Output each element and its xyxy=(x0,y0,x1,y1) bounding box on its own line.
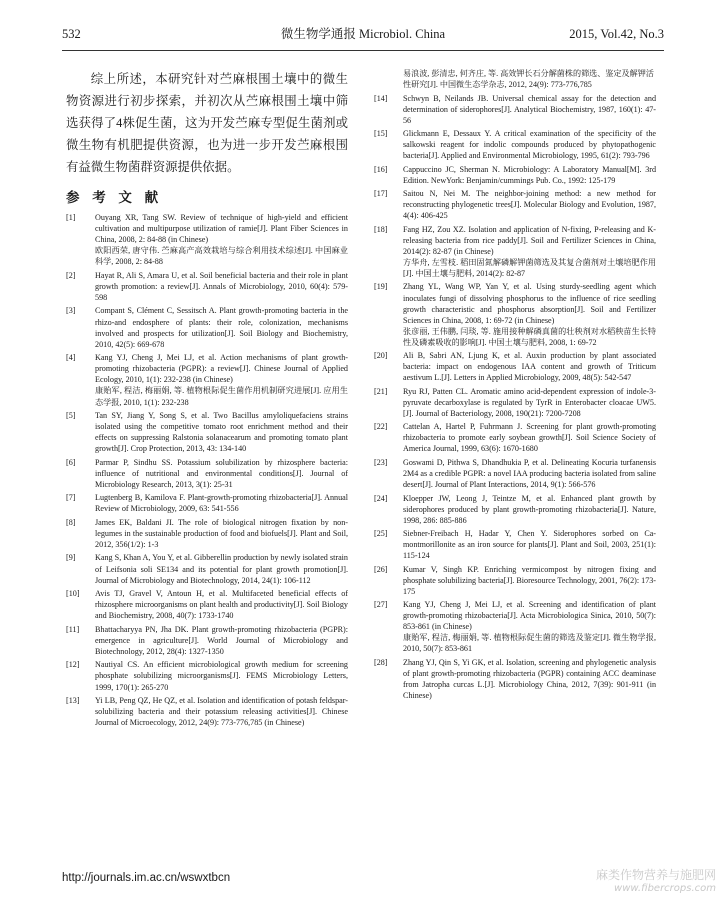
reference-number: [20] xyxy=(374,351,388,361)
reference-number: [26] xyxy=(374,564,388,574)
reference-text: Glickmann E, Dessaux Y. A critical examination of the specificity of the salkowski reagent for indolic compounds produced by phytopathogenic bacteria[J]. Applied and Environmental Microbiology, 1995, 61(2): 793-796 xyxy=(403,129,656,161)
page-number: 532 xyxy=(62,27,81,41)
reference-item xyxy=(374,386,656,419)
reference-item xyxy=(66,659,348,692)
reference-number: [3] xyxy=(66,306,76,316)
reference-list-left xyxy=(66,212,348,728)
reference-number: [17] xyxy=(374,189,388,199)
reference-number: [21] xyxy=(374,386,388,396)
reference-text: Parmar P, Sindhu SS. Potassium solubilization by rhizosphere bacteria: influence of nutritional and environmental conditions[J]. Journal of Microbiology Research, 2013, 3(1): 25-31 xyxy=(95,457,348,489)
reference-chinese-text: 康贻军, 程洁, 梅丽娟, 等. 植物根际促生菌的筛选及鉴定[J]. 微生物学报, 2010, 50(7): 853-861 xyxy=(403,633,656,654)
reference-text: Cattelan A, Hartel P, Fuhrmann J. Screening for plant growth-promoting rhizobacteria to promote early soybean growth[J]. Soil Science Society of America Journal, 1999, 63(6): 1670-1680 xyxy=(403,422,656,454)
reference-text: Zhang YJ, Qin S, Yi GK, et al. Isolation, screening and phylogenetic analysis of plant growth-promoting rhizobacteria (PGPR) containing ACC deaminase from Jatropha curcas L.[J]. Microbiology China, 2012, 7(39): 901-911 (in Chinese) xyxy=(403,657,656,701)
reference-number: [10] xyxy=(66,589,80,599)
reference-item xyxy=(374,224,656,279)
reference-text: Cappuccino JC, Sherman N. Microbiology: A Laboratory Manual[M]. 3rd Edition. NewYork: Benjamin/cummings Pub. Co., 1992: 125-179 xyxy=(403,164,656,185)
reference-number: [1] xyxy=(66,213,76,222)
watermark-url: www.fibercrops.com xyxy=(614,883,716,894)
reference-text: Goswami D, Pithwa S, Dhandhukia P, et al. Delineating Kocuria turfanensis 2M4 as a credible PGPR: a novel IAA producing bacteria isolated from saline desert[J]. Journal of Plant Interactions, 2014, 9(1): 566-576 xyxy=(403,457,656,490)
reference-text: Fang HZ, Zou XZ. Isolation and application of N-fixing, P-releasing and K-releasing bacteria from rice paddy[J]. Soil and Fertilizer Sciences in China, 2014(2): 82-87 (in Chinese) xyxy=(403,224,656,256)
reference-text: Schwyn B, Neilands JB. Universal chemical assay for the detection and determination of siderophores[J]. Analytical Biochemistry, 1987, 160(1): 47-56 xyxy=(403,93,656,125)
reference-text: Nautiyal CS. An efficient microbiological growth medium for screening phosphate solubilizing microorganisms[J]. FEMS Microbiology Letters, 1999, 170(1): 265-270 xyxy=(95,660,348,692)
reference-text: James EK, Baldani JI. The role of biological nitrogen fixation by non-legumes in the sustainable production of food and biofuels[J]. Plant and Soil, 2012, 356(1/2): 1-3 xyxy=(95,517,348,550)
reference-item xyxy=(374,164,656,186)
reference-item xyxy=(374,564,656,597)
reference-text: Zhang YL, Wang WP, Yan Y, et al. Using sturdy-seedling agent which inoculates fungi of dissolving phosphorus to the influence of rice seedling growth characteristic and phosphorus absorption[J]. Soil and Fertilizer Sciences in China, 2008, 1: 69-72 (in Chinese) xyxy=(403,282,656,325)
header-rule xyxy=(62,50,664,51)
reference-text: Kang S, Khan A, You Y, et al. Gibberellin production by newly isolated strain of Leifsonia soli SE134 and its potential for plant growth promotion[J]. Journal of Microbiology and Biotechnology, 2014, 24(1): 106-112 xyxy=(95,553,348,585)
reference-number: [8] xyxy=(66,517,76,527)
reference-text: Lugtenberg B, Kamilova F. Plant-growth-promoting rhizobacteria[J]. Annual Review of Microbiology, 2009, 63: 541-556 xyxy=(95,493,348,514)
right-column xyxy=(374,68,656,704)
volume-info: 2015, Vol.42, No.3 xyxy=(569,27,664,41)
reference-number: [2] xyxy=(66,270,76,280)
reference-number: [22] xyxy=(374,422,388,432)
reference-number: [27] xyxy=(374,600,388,610)
reference-text: Compant S, Clément C, Sessitsch A. Plant growth-promoting bacteria in the rhizo-and endosphere of plants: their role, colonization, mechanisms involved and prospects for utilization[J]. Soil Biology and Biochemistry, 2010, 42(5): 669-678 xyxy=(95,306,348,349)
reference-number: [11] xyxy=(66,624,80,634)
reference-item xyxy=(66,624,348,657)
reference-number: [14] xyxy=(374,93,388,103)
reference-chinese-text: 康贻军, 程洁, 梅丽娟, 等. 植物根际促生菌作用机制研究进展[J]. 应用生态学报, 2010, 1(1): 232-238 xyxy=(95,386,348,407)
reference-text: Hayat R, Ali S, Amara U, et al. Soil beneficial bacteria and their role in plant growth promotion: a review[J]. Annals of Microbiology, 2010, 60(4): 579-598 xyxy=(95,270,348,302)
reference-item xyxy=(66,695,348,728)
reference-item xyxy=(66,305,348,349)
watermark xyxy=(596,868,716,895)
reference-item xyxy=(374,599,656,654)
reference-item xyxy=(66,457,348,490)
conclusion-paragraph: 综上所述，本研究针对苎麻根围土壤中的微生物资源进行初步探索，并初次从苎麻根围土壤中筛选获得了4株促生菌，这为开发苎麻专型促生菌剂或微生物有机肥提供资源，也为进一步开发苎麻根围有益微生物菌群资源提供依据。 xyxy=(66,72,348,174)
reference-text: Kumar V, Singh KP. Enriching vermicompost by nitrogen fixing and phosphate solubilizing bacteria[J]. Bioresource Technology, 2001, 76(2): 173-175 xyxy=(403,564,656,596)
reference-item xyxy=(374,128,656,161)
references-heading: 参 考 文 献 xyxy=(66,190,163,206)
reference-number: [15] xyxy=(374,129,388,139)
reference-item xyxy=(374,457,656,490)
reference-number: [6] xyxy=(66,457,76,467)
journal-name: 微生物学通报 Microbiol. China xyxy=(280,27,446,41)
reference-number: [9] xyxy=(66,553,76,563)
reference-number: [24] xyxy=(374,493,388,503)
page-header xyxy=(62,22,664,46)
reference-item xyxy=(66,517,348,550)
reference-item xyxy=(374,188,656,221)
reference-item xyxy=(374,421,656,454)
reference-item xyxy=(374,657,656,701)
reference-item xyxy=(66,552,348,585)
reference-number: [5] xyxy=(66,410,76,420)
reference-item xyxy=(66,352,348,407)
reference-number: [23] xyxy=(374,457,388,467)
reference-number: [19] xyxy=(374,282,388,292)
reference-text: Siebner-Freibach H, Hadar Y, Chen Y. Siderophores sorbed on Ca-montmorillonite as an iron source for plants[J]. Plant and Soil, 2003, 251(1): 115-124 xyxy=(403,529,656,561)
reference-text: Ouyang XR, Tang SW. Review of technique of high-yield and efficient cultivation and multipurpose utilization of ramie[J]. Plant Fiber Sciences in China, 2008, 2: 84-88 (in Chinese) xyxy=(95,213,348,245)
reference-item xyxy=(66,492,348,514)
reference-item xyxy=(374,528,656,561)
watermark-title: 麻类作物营养与施肥网 xyxy=(595,868,716,882)
reference-number: [16] xyxy=(374,164,388,174)
reference-number: [13] xyxy=(66,695,80,705)
reference-item xyxy=(66,588,348,621)
reference-number: [4] xyxy=(66,353,76,363)
reference-number: [12] xyxy=(66,660,80,670)
reference-number: [7] xyxy=(66,493,76,503)
reference-text: Kang YJ, Cheng J, Mei LJ, et al. Action mechanisms of plant growth-promoting rhizobacteria (PGPR): a review[J]. Chinese Journal of Applied Ecology, 2010, 1(1): 232-238 (in Chinese) xyxy=(95,353,348,385)
reference-text: Tan SY, Jiang Y, Song S, et al. Two Bacillus amyloliquefaciens strains isolated using the competitive tomato root enrichment method and their effects on suppressing Ralstonia solanacearum and promoting tomato plant growth[J]. Crop Protection, 2013, 43: 134-140 xyxy=(95,410,348,454)
reference-text: Kang YJ, Cheng J, Mei LJ, et al. Screening and identification of plant growth-promoting rhizobacteria[J]. Acta Microbiologica Sinica, 2010, 50(7): 853-861 (in Chinese) xyxy=(403,600,656,632)
reference-item xyxy=(374,493,656,526)
reference-item xyxy=(66,212,348,267)
reference-number: [28] xyxy=(374,657,388,667)
left-column xyxy=(66,68,348,731)
footer-url[interactable]: http://journals.im.ac.cn/wswxtbcn xyxy=(62,872,231,884)
reference-text: Yi LB, Peng QZ, He QZ, et al. Isolation and identification of potash feldspar-solubilizing bacteria and their potassium releasing activities[J]. Chinese Journal of Microecology, 2012, 24(9): 773-776,785 (in Chinese) xyxy=(95,695,348,728)
reference-number: [25] xyxy=(374,529,388,539)
reference-chinese-text: 张彦丽, 王伟鹏, 闫琰, 等. 施用接种解磷真菌的壮秧剂对水稻秧苗生长特性及磷素吸收的影响[J]. 中国土壤与肥料, 2008, 1: 69-72 xyxy=(403,326,656,347)
reference-item xyxy=(374,281,656,347)
reference-item xyxy=(374,93,656,126)
reference-list-right xyxy=(374,93,656,702)
reference-item xyxy=(66,410,348,454)
reference-text: Ali B, Sabri AN, Ljung K, et al. Auxin production by plant associated bacteria: impact on endogenous IAA content and growth of Triticum aestivum L.[J]. Letters in Applied Microbiology, 2009, 48(5): 542-547 xyxy=(403,351,656,383)
reference-text: Saitou N, Nei M. The neighbor-joining method: a new method for reconstructing phylogenetic trees[J]. Molecular Biology and Evolution, 1987, 4(4): 406-425 xyxy=(403,189,656,221)
reference-text: Bhattacharyya PN, Jha DK. Plant growth-promoting rhizobacteria (PGPR): emergence in agriculture[J]. World Journal of Microbiology and Biotechnology, 2012, 28(4): 1327-1350 xyxy=(95,624,348,656)
reference-item xyxy=(374,350,656,383)
reference-item xyxy=(66,270,348,303)
reference-number: [18] xyxy=(374,224,388,234)
reference-text: Kloepper JW, Leong J, Teintze M, et al. Enhanced plant growth by siderophores produced by plant growth-promoting rhizobacteria[J]. Nature, 1998, 286: 885-886 xyxy=(403,493,656,525)
reference-chinese-text: 方华舟, 左雪枝. 稻田固氮解磷解钾菌筛选及其复合菌剂对土壤培肥作用[J]. 中国土壤与肥料, 2014(2): 82-87 xyxy=(403,257,656,278)
reference-text: Avis TJ, Gravel V, Antoun H, et al. Multifaceted beneficial effects of rhizosphere microorganisms on plant health and productivity[J]. Soil Biology and Biochemistry, 2008, 40(7): 1733-1740 xyxy=(95,589,348,621)
reference-chinese-text: 欧阳西荣, 唐守伟. 苎麻高产高效栽培与综合利用技术综述[J]. 中国麻业科学, 2008, 2: 84-88 xyxy=(95,246,348,267)
reference-continuation: 易浪波, 彭清忠, 何齐庄, 等. 高效钾长石分解菌株的筛选、鉴定及解钾活性研究[J]. 中国微生态学杂志, 2012, 24(9): 773-776,785 xyxy=(403,69,654,90)
reference-text: Ryu RJ, Patten CL. Aromatic amino acid-dependent expression of indole-3-pyruvate decarboxylase is regulated by TyrR in Enterobacter cloacae UW5.[J]. Journal of Bacteriology, 2008, 190(21): 7200-7208 xyxy=(403,386,656,418)
